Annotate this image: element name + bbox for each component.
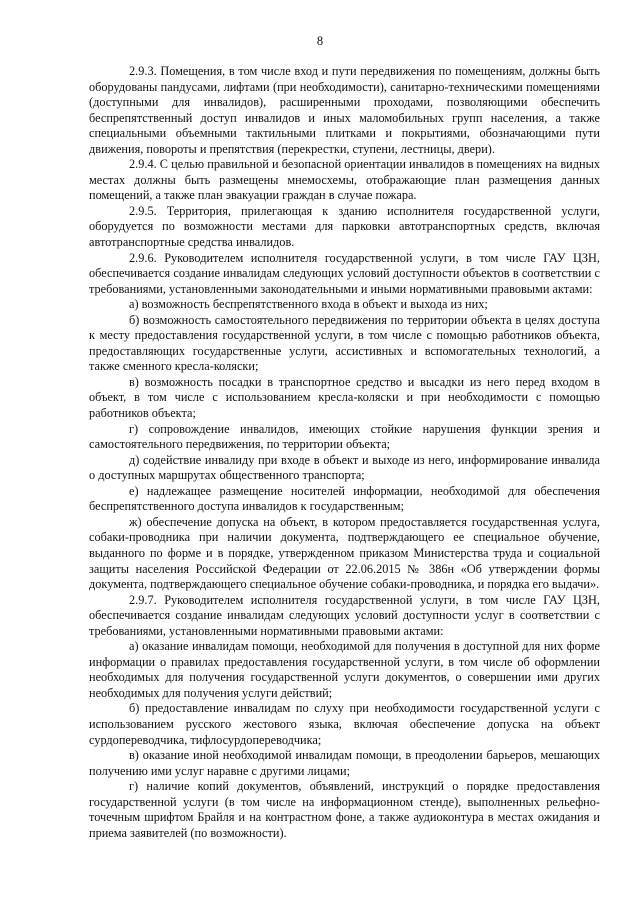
list-item-d: д) содействие инвалиду при входе в объект и выходе из него, информирование инвалида о доступных маршрутах общественного транспорта; (89, 452, 600, 483)
list-item-e: е) надлежащее размещение носителей информации, необходимой для обеспечения беспрепятственного доступа инвалидов к государственным; (89, 483, 600, 514)
document-body (89, 64, 600, 841)
list-item-g-2: г) наличие копий документов, объявлений, инструкций о порядке предоставления государственной услуги (в том числе на информационном стенде), выполненных рельефно-точечным шрифтом Брайля и на контрастном фоне, а также аудиоконтура в местах ожидания и приема заявителей (по возможности). (89, 779, 600, 840)
list-item-zh: ж) обеспечение допуска на объект, в котором предоставляется государственная услуга, собаки-проводника при наличии документа, подтверждающего ее специальное обучение, выданного по форме и в порядке, утвержденном приказом Министерства труда и социальной защиты населения Российской Федерации от 22.06.2015 № 386н «Об утверждении формы документа, подтверждающего специальное обучение собаки-проводника, и порядка его выдачи». (89, 514, 600, 592)
list-item-a-2: а) оказание инвалидам помощи, необходимой для получения в доступной для них форме информации о правилах предоставления государственной услуги, в том числе об оформлении необходимых для получения государственной услуги документов, о совершении ими других необходимых для получения услуги действий; (89, 639, 600, 700)
paragraph-2-9-7: 2.9.7. Руководителем исполнителя государственной услуги, в том числе ГАУ ЦЗН, обеспечивается создание инвалидам следующих условий доступности услуг в соответствии с требованиями, установленными нормативными правовыми актами: (89, 592, 600, 638)
list-item-g: г) сопровождение инвалидов, имеющих стойкие нарушения функции зрения и самостоятельного передвижения, по территории объекта; (89, 421, 600, 452)
list-item-b-2: б) предоставление инвалидам по слуху при необходимости государственной услуги с использованием русского жестового языка, включая обеспечение допуска на объект сурдопереводчика, тифлосурдопереводчика; (89, 701, 600, 747)
page-number: 8 (316, 34, 324, 48)
paragraph-2-9-6: 2.9.6. Руководителем исполнителя государственной услуги, в том числе ГАУ ЦЗН, обеспечивается создание инвалидам следующих условий доступности объектов в соответствии с требованиями, установленными законодательными и иными нормативными правовыми актами: (89, 250, 600, 296)
list-item-v: в) возможность посадки в транспортное средство и высадки из него перед входом в объект, в том числе с использованием кресла-коляски и при необходимости с помощью работников объекта; (89, 374, 600, 421)
paragraph-2-9-3: 2.9.3. Помещения, в том числе вход и пути передвижения по помещениям, должны быть оборудованы пандусами, лифтами (при необходимости), санитарно-техническими помещениями (доступными для инвалидов), расширенными проходами, позволяющими обеспечить беспрепятственный доступ инвалидов и иных маломобильных групп населения, а также специальными объемными тактильными плитками и покрытиями, обозначающими пути движения, повороты и препятствия (перекрестки, ступени, лестницы, двери). (89, 64, 600, 156)
list-item-v-2: в) оказание иной необходимой инвалидам помощи, в преодолении барьеров, мешающих получению ими услуг наравне с другими лицами; (89, 748, 600, 778)
list-item-a: а) возможность беспрепятственного входа в объект и выхода из них; (129, 297, 488, 312)
paragraph-2-9-5: 2.9.5. Территория, прилегающая к зданию исполнителя государственной услуги, оборудуется по возможности местами для парковки автотранспортных средств, включая автотранспортные средства инвалидов. (89, 203, 600, 250)
paragraph-2-9-4: 2.9.4. С целью правильной и безопасной ориентации инвалидов в помещениях на видных местах должны быть размещены мнемосхемы, отображающие план размещения данных помещений, а также план эвакуации граждан в случае пожара. (89, 157, 600, 203)
list-item-b: б) возможность самостоятельного передвижения по территории объекта в целях доступа к месту предоставления государственной услуги, в том числе с помощью работников объекта, предоставляющих государственные услуги, ассистивных и вспомогательных технологий, а также сменного кресла-коляски; (89, 312, 600, 374)
